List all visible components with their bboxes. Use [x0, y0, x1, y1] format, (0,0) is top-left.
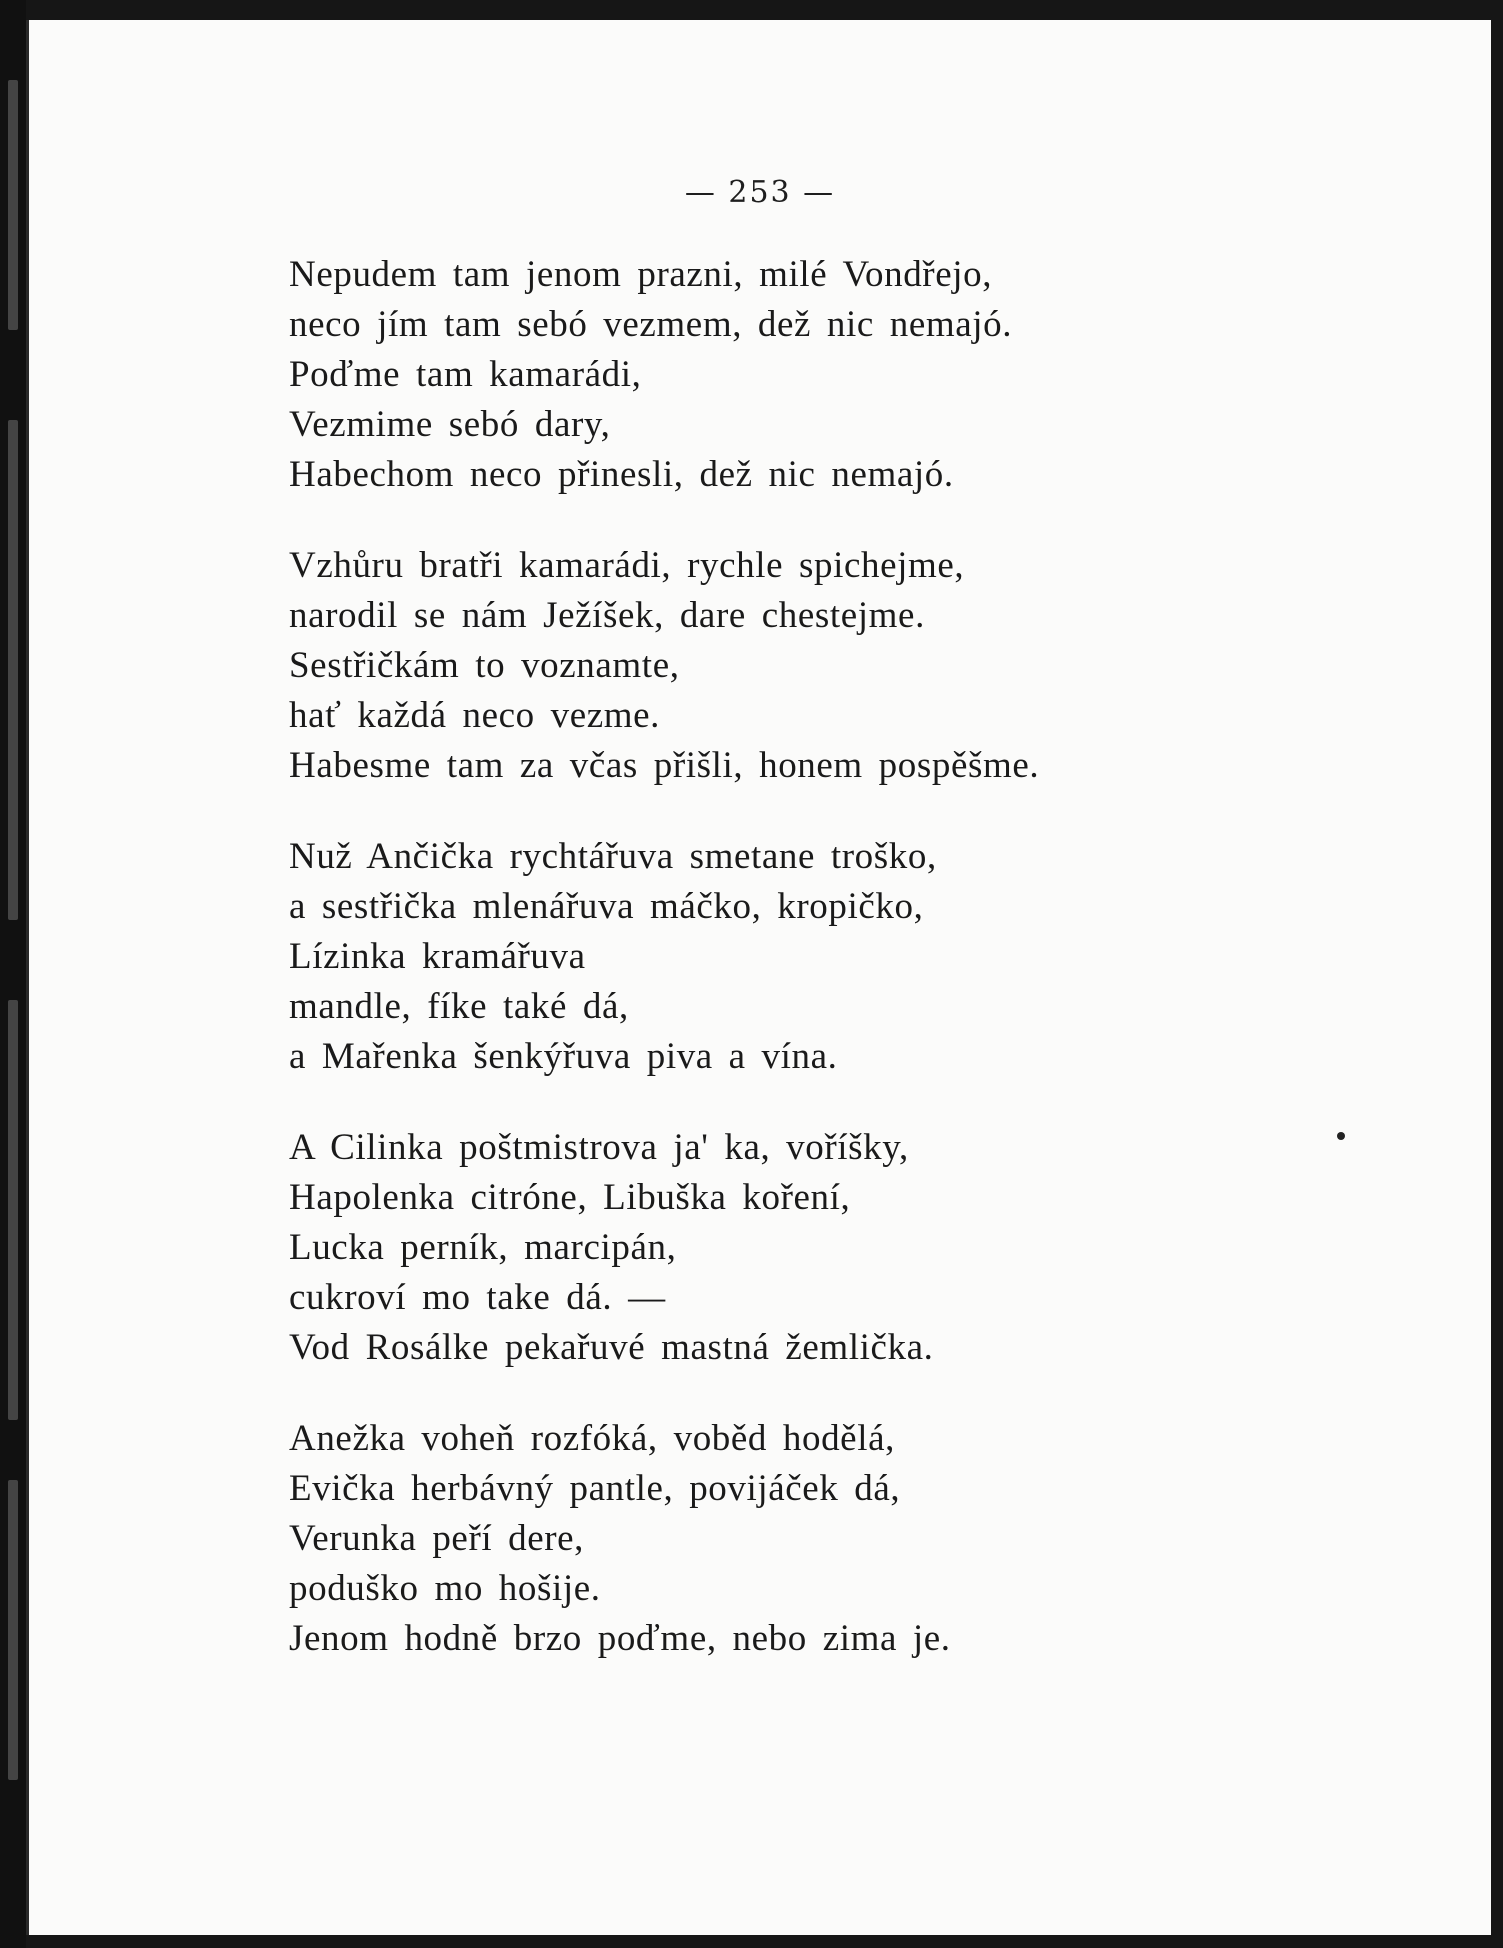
poem-line: Lízinka kramářuva [289, 936, 586, 977]
stanza [289, 1414, 1189, 1664]
poem-line: a sestřička mlenářuva máčko, kropičko, [289, 886, 924, 927]
poem-line: cukroví mo take dá. — [289, 1277, 666, 1318]
poem-line: Habechom neco přinesli, dež nic nemajó. [289, 454, 954, 495]
poem-line: Nuž Ančička rychtářuva smetane troško, [289, 836, 937, 877]
poem-line: hať každá neco vezme. [289, 695, 660, 736]
binding-mark [8, 80, 18, 330]
poem-line: Poďme tam kamarádi, [289, 354, 642, 395]
binding-mark [8, 1480, 18, 1780]
poem-line: neco jím tam sebó vezmem, dež nic nemajó. [289, 304, 1013, 345]
stanza [289, 1123, 1189, 1373]
stanza [289, 541, 1189, 791]
poem-line: poduško mo hošije. [289, 1568, 601, 1609]
stanza [289, 832, 1189, 1082]
poem-line: Sestřičkám to voznamte, [289, 645, 680, 686]
poem-line: Hapolenka citróne, Libuška koření, [289, 1177, 851, 1218]
ink-speck [1337, 1132, 1345, 1140]
poem-body [289, 250, 1189, 1705]
poem-line: mandle, fíke také dá, [289, 986, 629, 1027]
poem-line: Vzhůru bratři kamarádi, rychle spichejme, [289, 545, 965, 586]
poem-line: A Cilinka poštmistrova ja' ka, voříšky, [289, 1127, 909, 1168]
poem-line: Anežka voheň rozfóká, voběd hodělá, [289, 1418, 895, 1459]
poem-line: Vod Rosálke pekařuvé mastná žemlička. [289, 1327, 934, 1368]
binding-mark [8, 420, 18, 920]
stanza [289, 250, 1189, 500]
binding-edge [0, 0, 26, 1948]
poem-line: Habesme tam za včas přišli, honem pospěšme. [289, 745, 1040, 786]
poem-line: Verunka peří dere, [289, 1518, 585, 1559]
poem-line: Vezmime sebó dary, [289, 404, 611, 445]
page-number: — 253 — [684, 175, 836, 210]
poem-line: narodil se nám Ježíšek, dare chestejme. [289, 595, 925, 636]
poem-line: a Mařenka šenkýřuva piva a vína. [289, 1036, 838, 1077]
poem-line: Nepudem tam jenom prazni, milé Vondřejo, [289, 254, 993, 295]
poem-line: Jenom hodně brzo poďme, nebo zima je. [289, 1618, 951, 1659]
poem-line: Lucka perník, marcipán, [289, 1227, 677, 1268]
poem-line: Evička herbávný pantle, povijáček dá, [289, 1468, 901, 1509]
binding-mark [8, 1000, 18, 1420]
